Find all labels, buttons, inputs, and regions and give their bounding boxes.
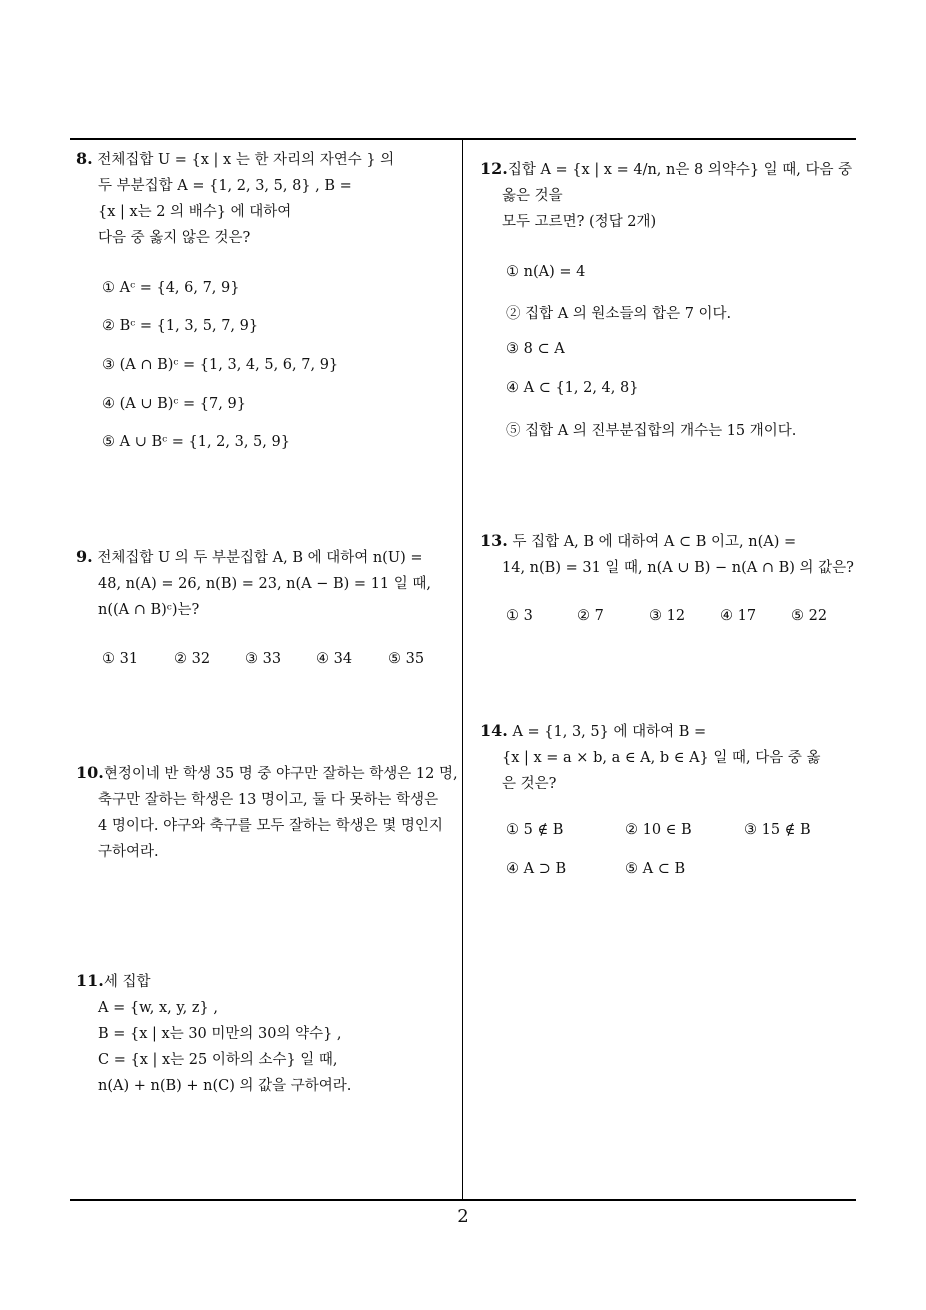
question-number: 10.: [76, 763, 104, 782]
question-text-line: n(A) + n(B) + n(C) 의 값을 구하여라.: [98, 1078, 352, 1094]
option: ③ 8 ⊂ A: [506, 341, 565, 357]
option: ② 32: [174, 651, 211, 667]
question-text-line: 두 부분집합 A = {1, 2, 3, 5, 8} , B =: [98, 178, 352, 194]
bottom-rule: [70, 1199, 856, 1201]
question-text-line: 은 것은?: [502, 776, 557, 792]
question-text-line: A = {1, 3, 5} 에 대하여 B =: [512, 724, 707, 740]
question-text-line: A = {w, x, y, z} ,: [98, 1000, 218, 1016]
column-divider: [462, 139, 463, 1200]
question-13: [480, 528, 860, 581]
question-text-line: 4 명이다. 야구와 축구를 모두 잘하는 학생은 몇 명인지: [98, 818, 443, 834]
question-number: 13.: [480, 531, 508, 550]
question-12: [480, 156, 860, 235]
question-11: [76, 968, 456, 1099]
question-text-line: 두 집합 A, B 에 대하여 A ⊂ B 이고, n(A) =: [512, 534, 797, 550]
option: ① Aᶜ = {4, 6, 7, 9}: [102, 280, 240, 296]
question-text-line: 구하여라.: [98, 844, 159, 860]
question-8: [76, 146, 456, 251]
question-number: 11.: [76, 971, 104, 990]
question-text-line: 전체집합 U = {x | x 는 한 자리의 자연수 } 의: [97, 152, 395, 168]
option: ③ (A ∩ B)ᶜ = {1, 3, 4, 5, 6, 7, 9}: [102, 357, 339, 373]
question-text-line: 14, n(B) = 31 일 때, n(A ∪ B) − n(A ∩ B) 의 값은?: [502, 560, 854, 576]
question-text-line: {x | x는 2 의 배수} 에 대하여: [98, 204, 292, 220]
question-number: 12.: [480, 159, 508, 178]
option: ④ 34: [316, 651, 353, 667]
option: ② 7: [577, 608, 604, 624]
question-text-line: 현정이네 반 학생 35 명 중 야구만 잘하는 학생은 12 명,: [103, 766, 458, 782]
option: ② 10 ∈ B: [625, 822, 692, 838]
question-text-line: 모두 고르면? (정답 2개): [502, 214, 657, 230]
option: ① 5 ∉ B: [506, 822, 564, 838]
question-number: 9.: [76, 547, 93, 566]
question-text-line: 세 집합: [103, 974, 151, 990]
option: ③ 15 ∉ B: [744, 822, 811, 838]
question-text-line: 전체집합 U 의 두 부분집합 A, B 에 대하여 n(U) =: [97, 550, 423, 566]
option: ⑤ 35: [388, 651, 425, 667]
option: ④ (A ∪ B)ᶜ = {7, 9}: [102, 396, 246, 412]
question-text-line: 48, n(A) = 26, n(B) = 23, n(A − B) = 11 일 때,: [98, 576, 431, 592]
question-text-line: B = {x | x는 30 미만의 30의 약수} ,: [98, 1026, 342, 1042]
option: ③ 12: [649, 608, 686, 624]
option: ④ A ⊃ B: [506, 861, 567, 877]
option: ③ 33: [245, 651, 282, 667]
question-text-line: 옳은 것을: [502, 188, 563, 204]
question-number: 8.: [76, 149, 93, 168]
option: ② Bᶜ = {1, 3, 5, 7, 9}: [102, 318, 259, 334]
option: ① n(A) = 4: [506, 264, 586, 280]
option: ⑤ A ∪ Bᶜ = {1, 2, 3, 5, 9}: [102, 434, 290, 450]
option: ① 31: [102, 651, 139, 667]
page-number: 2: [457, 1206, 469, 1227]
option: ④ A ⊂ {1, 2, 4, 8}: [506, 380, 639, 396]
option: ① 3: [506, 608, 533, 624]
option: ② 집합 A 의 원소들의 합은 7 이다.: [506, 306, 732, 322]
question-text-line: {x | x = a × b, a ∈ A, b ∈ A} 일 때, 다음 중 옳: [502, 750, 821, 766]
question-text-line: 집합 A = {x | x = 4/n, n은 8 의약수} 일 때, 다음 중: [507, 162, 853, 178]
top-rule: [70, 138, 856, 140]
option: ⑤ A ⊂ B: [625, 861, 686, 877]
question-14: [480, 718, 860, 797]
question-number: 14.: [480, 721, 508, 740]
question-text-line: C = {x | x는 25 이하의 소수} 일 때,: [98, 1052, 338, 1068]
question-text-line: n((A ∩ B)ᶜ)는?: [98, 602, 200, 618]
question-9: [76, 544, 456, 623]
option: ④ 17: [720, 608, 757, 624]
option: ⑤ 22: [791, 608, 828, 624]
option: ⑤ 집합 A 의 진부분집합의 개수는 15 개이다.: [506, 423, 797, 439]
question-10: [76, 760, 456, 865]
question-text-line: 축구만 잘하는 학생은 13 명이고, 둘 다 못하는 학생은: [98, 792, 439, 808]
question-text-line: 다음 중 옳지 않은 것은?: [98, 230, 251, 246]
